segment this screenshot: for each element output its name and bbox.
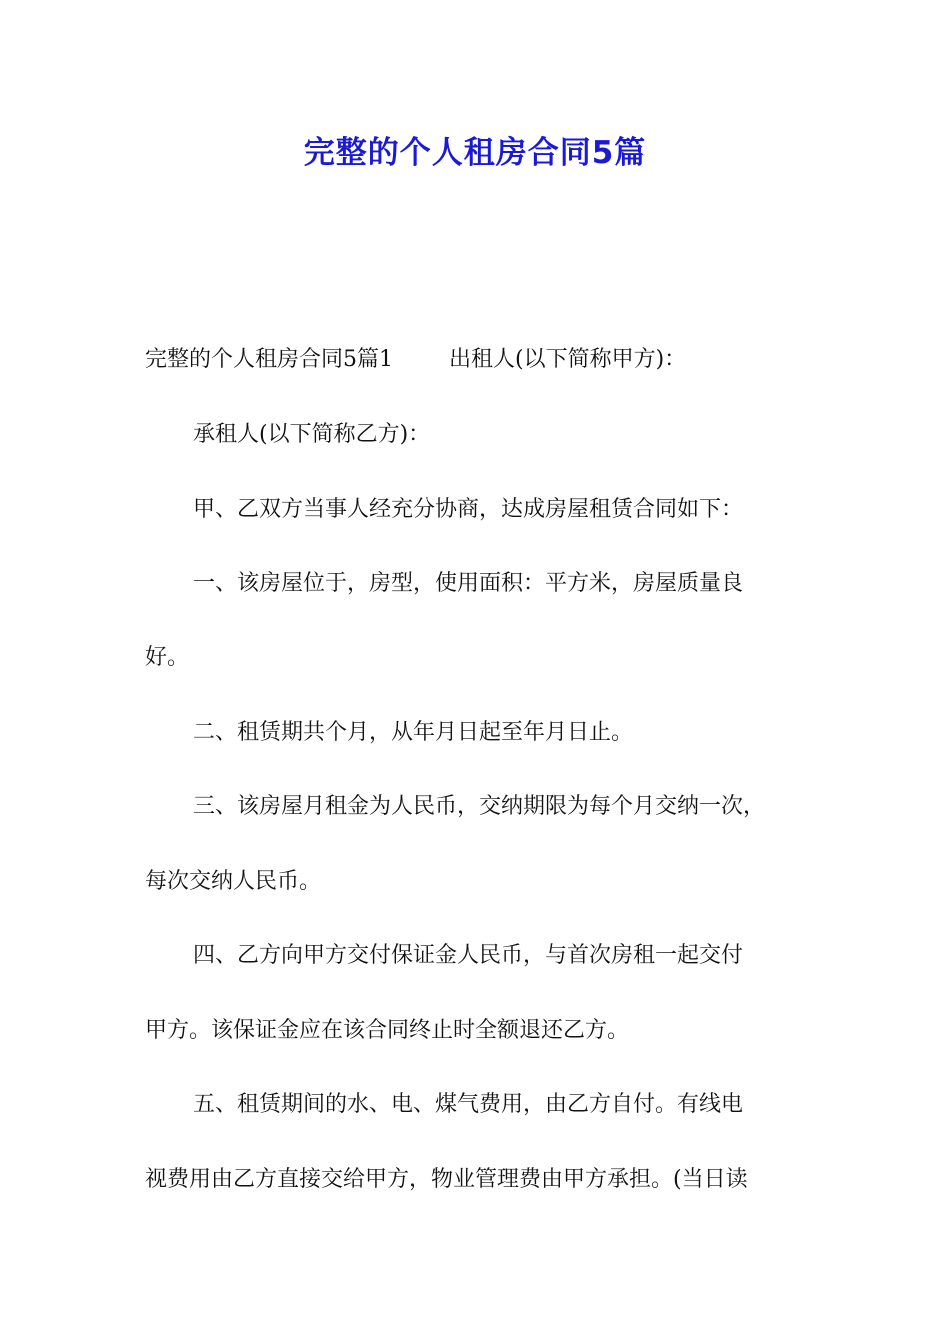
- paragraph-line-4: 一、该房屋位于，房型，使用面积：平方米，房屋质量良: [193, 571, 744, 596]
- section-heading: 完整的个人租房合同5篇1: [145, 347, 393, 372]
- paragraph-line-2: 承租人(以下简称乙方)：: [193, 422, 431, 447]
- paragraph-line-1: [145, 343, 810, 377]
- paragraph-line-10: 甲方。该保证金应在该合同终止时全额退还乙方。: [145, 1018, 630, 1043]
- paragraph-line-6: 二、租赁期共个月，从年月日起至年月日止。: [193, 720, 634, 745]
- paragraph-line-12: 视费用由乙方直接交给甲方，物业管理费由甲方承担。(当日读: [145, 1167, 748, 1192]
- paragraph-line-9: 四、乙方向甲方交付保证金人民币，与首次房租一起交付: [193, 943, 744, 968]
- document-title: 完整的个人租房合同5篇: [303, 135, 647, 171]
- lessor-label: 出租人(以下简称甲方)：: [449, 347, 687, 372]
- paragraph-line-7: 三、该房屋月租金为人民币，交纳期限为每个月交纳一次，: [193, 794, 766, 819]
- paragraph-line-3: 甲、乙双方当事人经充分协商，达成房屋租赁合同如下：: [193, 497, 744, 522]
- paragraph-line-5: 好。: [145, 645, 190, 670]
- paragraph-line-8: 每次交纳人民币。: [145, 869, 322, 894]
- paragraph-line-11: 五、租赁期间的水、电、煤气费用，由乙方自付。有线电: [193, 1092, 744, 1117]
